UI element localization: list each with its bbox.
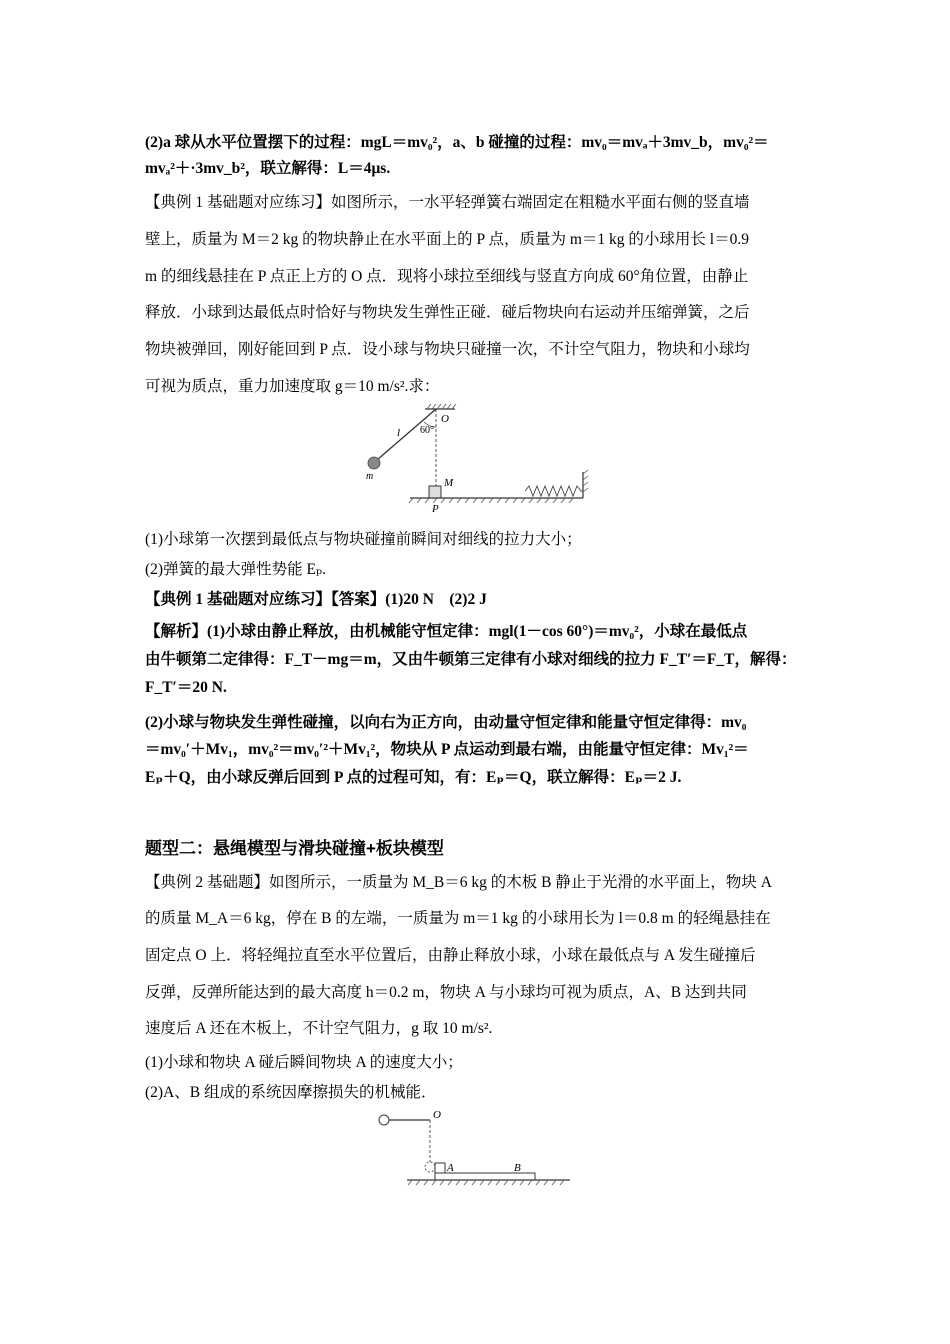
text-line: 题型二：悬绳模型与滑块碰撞+板块模型 <box>145 839 444 858</box>
label-o: O <box>433 1109 441 1121</box>
text-line: 释放．小球到达最低点时恰好与物块发生弹性正碰．碰后物块向右运动并压缩弹簧，之后 <box>145 304 750 321</box>
text-line: F_T′＝20 N. <box>145 679 227 696</box>
text-line: ＝mv₀′＋Mv₁，mv₀²＝mv₀′²＋Mv₁²，物块从 P 点运动到最右端，由能量守恒定律：Mv₁²＝ <box>145 741 749 758</box>
text-line: 壁上，质量为 M＝2 kg 的物块静止在水平面上的 P 点，质量为 m＝1 kg 的小球用长 l＝0.9 <box>145 231 749 248</box>
text-line: (1)小球和物块 A 碰后瞬间物块 A 的速度大小； <box>145 1054 463 1071</box>
text-line: 【典例 1 基础题对应练习】如图所示，一水平轻弹簧右端固定在粗糙水平面右侧的竖直墙 <box>145 194 750 211</box>
label-l: l <box>397 427 401 439</box>
text-line: (1)小球第一次摆到最低点与物块碰撞前瞬间对细线的拉力大小； <box>145 531 582 548</box>
text-line: 速度后 A 还在木板上，不计空气阻力，g 取 10 m/s². <box>145 1020 493 1037</box>
label-o: O <box>441 413 449 425</box>
text-line: 反弹，反弹所能达到的最大高度 h＝0.2 m，物块 A 与小球均可视为质点，A、B 达到共同 <box>145 984 747 1001</box>
text-line: 可视为质点，重力加速度取 g＝10 m/s².求： <box>145 378 440 395</box>
text-line: 固定点 O 上．将轻绳拉直至水平位置后，由静止释放小球，小球在最低点与 A 发生碰撞后 <box>145 947 756 964</box>
text-line: 由牛顿第二定律得：F_T－mg＝m，又由牛顿第三定律有小球对细线的拉力 F_T′＝F_T，解得： <box>145 651 797 668</box>
label-m-large: M <box>444 477 454 489</box>
label-angle: 60° <box>420 425 434 436</box>
text-line: 的质量 M_A＝6 kg，停在 B 的左端，一质量为 m＝1 kg 的小球用长为 l＝0.8 m 的轻绳悬挂在 <box>145 910 771 927</box>
text-line: (2)a 球从水平位置摆下的过程：mgL＝mv₀²，a、b 碰撞的过程：mv₀＝mvₐ＋3mv_b，mv₀²＝ <box>145 134 769 151</box>
text-line: (2)A、B 组成的系统因摩擦损失的机械能． <box>145 1084 437 1101</box>
label-m-small: m <box>366 471 374 482</box>
text-line: Eₚ＋Q，由小球反弹后回到 P 点的过程可知，有：Eₚ＝Q，联立解得：Eₚ＝2 J. <box>145 769 682 786</box>
text-line: 物块被弹回，刚好能回到 P 点．设小球与物块只碰撞一次，不计空气阻力，物块和小球均 <box>145 341 750 358</box>
text-line: (2)小球与物块发生弹性碰撞，以向右为正方向，由动量守恒定律和能量守恒定律得：mv₀ <box>145 714 747 731</box>
label-b: B <box>514 1162 521 1174</box>
figure-pendulum-spring <box>355 402 595 514</box>
text-line: 【典例 2 基础题】如图所示，一质量为 M_B＝6 kg 的木板 B 静止于光滑的水平面上，物块 A <box>145 874 772 891</box>
text-line: mvₐ²＋·3mv_b²，联立解得：L＝4μs. <box>145 160 391 177</box>
label-p: P <box>432 503 439 514</box>
text-line: 【典例 1 基础题对应练习】【答案】(1)20 N (2)2 J <box>145 591 487 608</box>
text-line: m 的细线悬挂在 P 点正上方的 O 点．现将小球拉至细线与竖直方向成 60°角位置，由静止 <box>145 268 749 285</box>
text-line: 【解析】(1)小球由静止释放，由机械能守恒定律：mgl(1－cos 60°)＝mv₀²，小球在最低点 <box>145 623 748 640</box>
figure-rope-plank <box>372 1106 582 1190</box>
text-line: (2)弹簧的最大弹性势能 Eₚ. <box>145 561 326 578</box>
label-a: A <box>447 1162 454 1174</box>
